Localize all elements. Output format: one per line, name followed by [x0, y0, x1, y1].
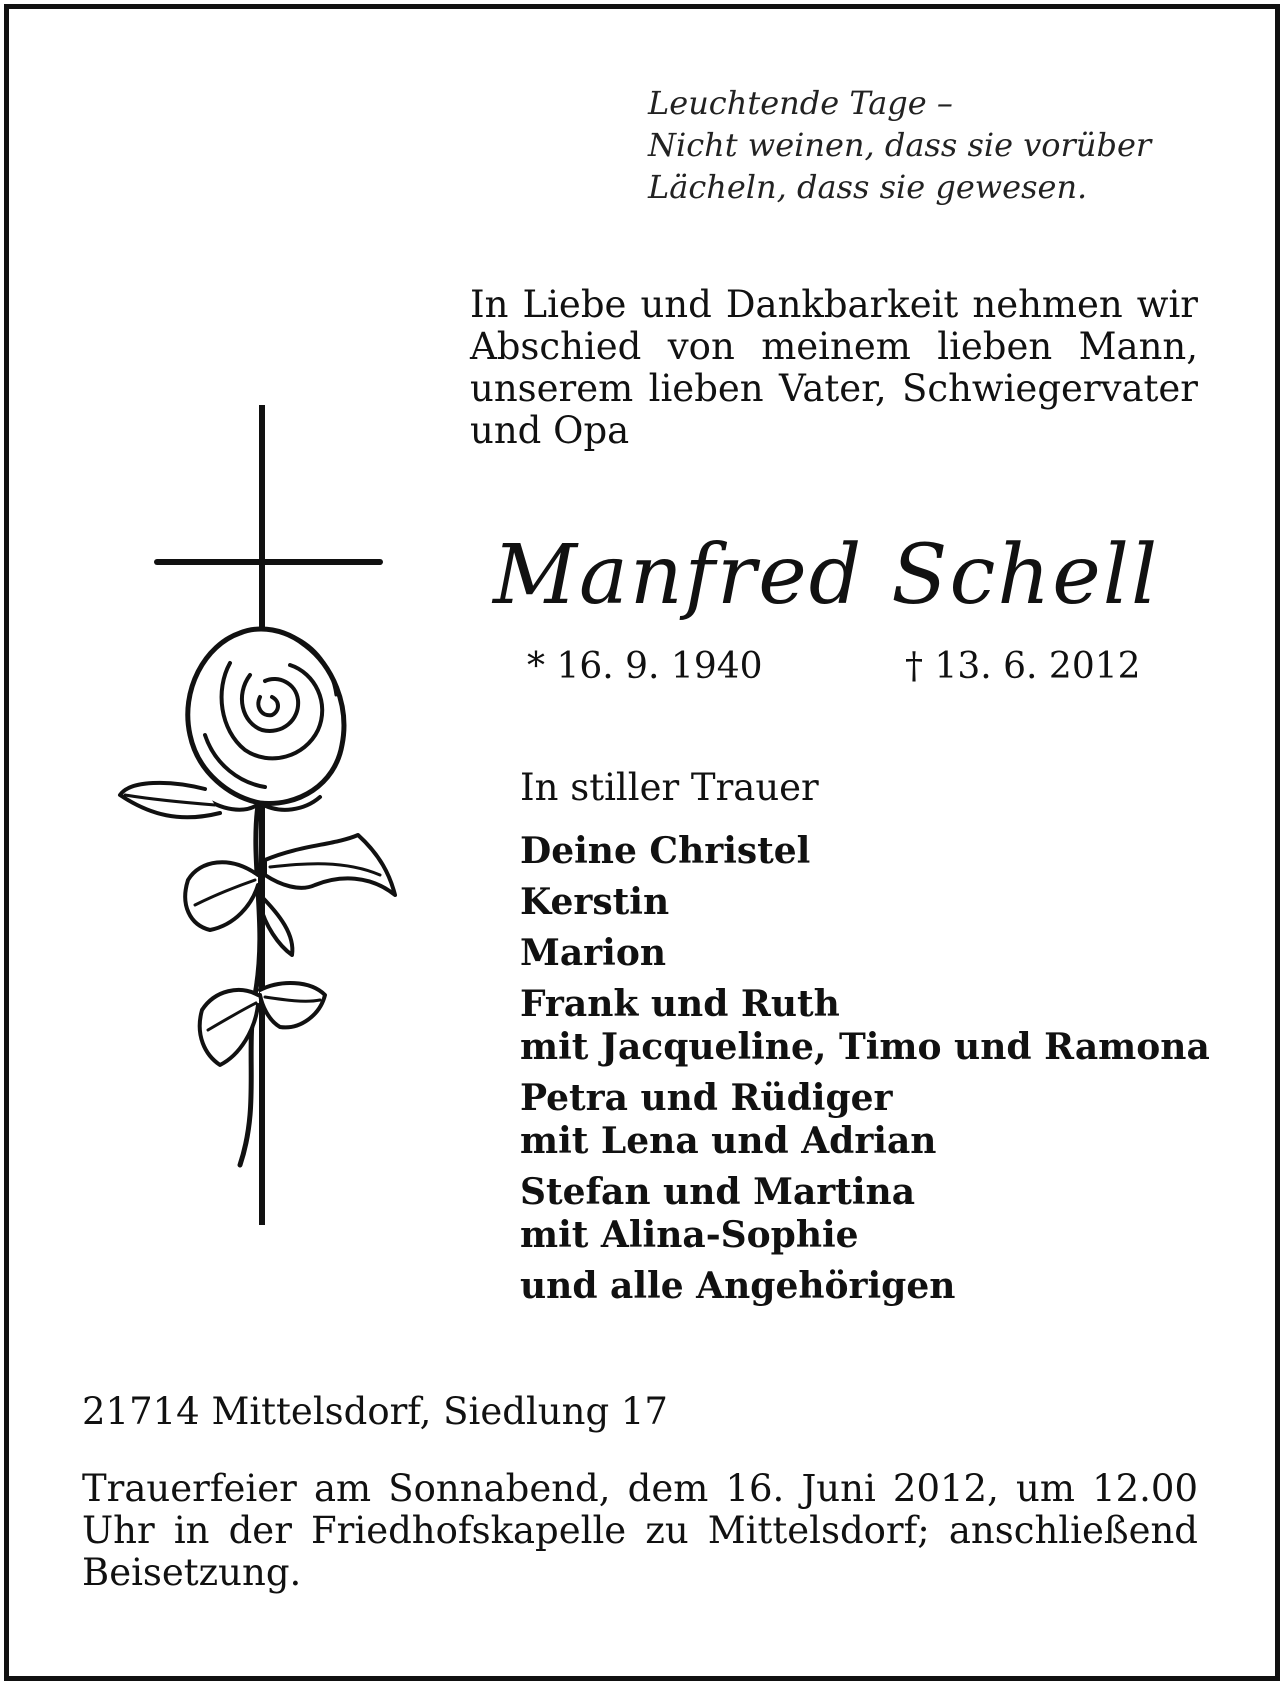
cross-with-rose-icon [110, 405, 410, 1225]
intro-text: In Liebe und Dankbarkeit nehmen wir Abschied von meinem lieben Mann, unserem lieben Vater, Schwiegervater und Opa [470, 283, 1198, 452]
survivor-subline: mit Jacqueline, Timo und Ramona [520, 1026, 1210, 1068]
survivor-subline: mit Lena und Adrian [520, 1120, 937, 1162]
poem-line-1: Leuchtende Tage – [648, 84, 953, 122]
deceased-name: Manfred Schell [493, 528, 1160, 623]
survivor-line: Frank und Ruth [520, 983, 840, 1025]
survivor-group [520, 830, 1220, 873]
poem-line-2: Nicht weinen, dass sie vorüber [648, 126, 1152, 164]
poem [648, 82, 1151, 208]
survivor-group [520, 1171, 1220, 1257]
survivor-group [520, 881, 1220, 924]
survivor-line: Petra und Rüdiger [520, 1077, 893, 1119]
birth-date: * 16. 9. 1940 [527, 646, 763, 687]
address: 21714 Mittelsdorf, Siedlung 17 [82, 1390, 668, 1433]
survivor-line: Kerstin [520, 881, 670, 923]
survivor-line: Stefan und Martina [520, 1171, 916, 1213]
poem-line-3: Lächeln, dass sie gewesen. [648, 168, 1088, 206]
survivor-line: und alle Angehörigen [520, 1265, 956, 1307]
survivor-group [520, 1077, 1220, 1163]
mourning-label: In stiller Trauer [520, 766, 819, 809]
survivor-group [520, 983, 1220, 1069]
survivor-subline: mit Alina-Sophie [520, 1214, 859, 1256]
survivor-group [520, 1265, 1220, 1308]
survivor-group [520, 932, 1220, 975]
survivors-list [520, 830, 1220, 1316]
survivor-line: Deine Christel [520, 830, 811, 872]
death-date: † 13. 6. 2012 [905, 646, 1141, 687]
survivor-line: Marion [520, 932, 667, 974]
funeral-notice: Trauerfeier am Sonnabend, dem 16. Juni 2012, um 12.00 Uhr in der Friedhofskapelle zu Mittelsdorf; anschließend Beisetzung. [82, 1467, 1198, 1594]
